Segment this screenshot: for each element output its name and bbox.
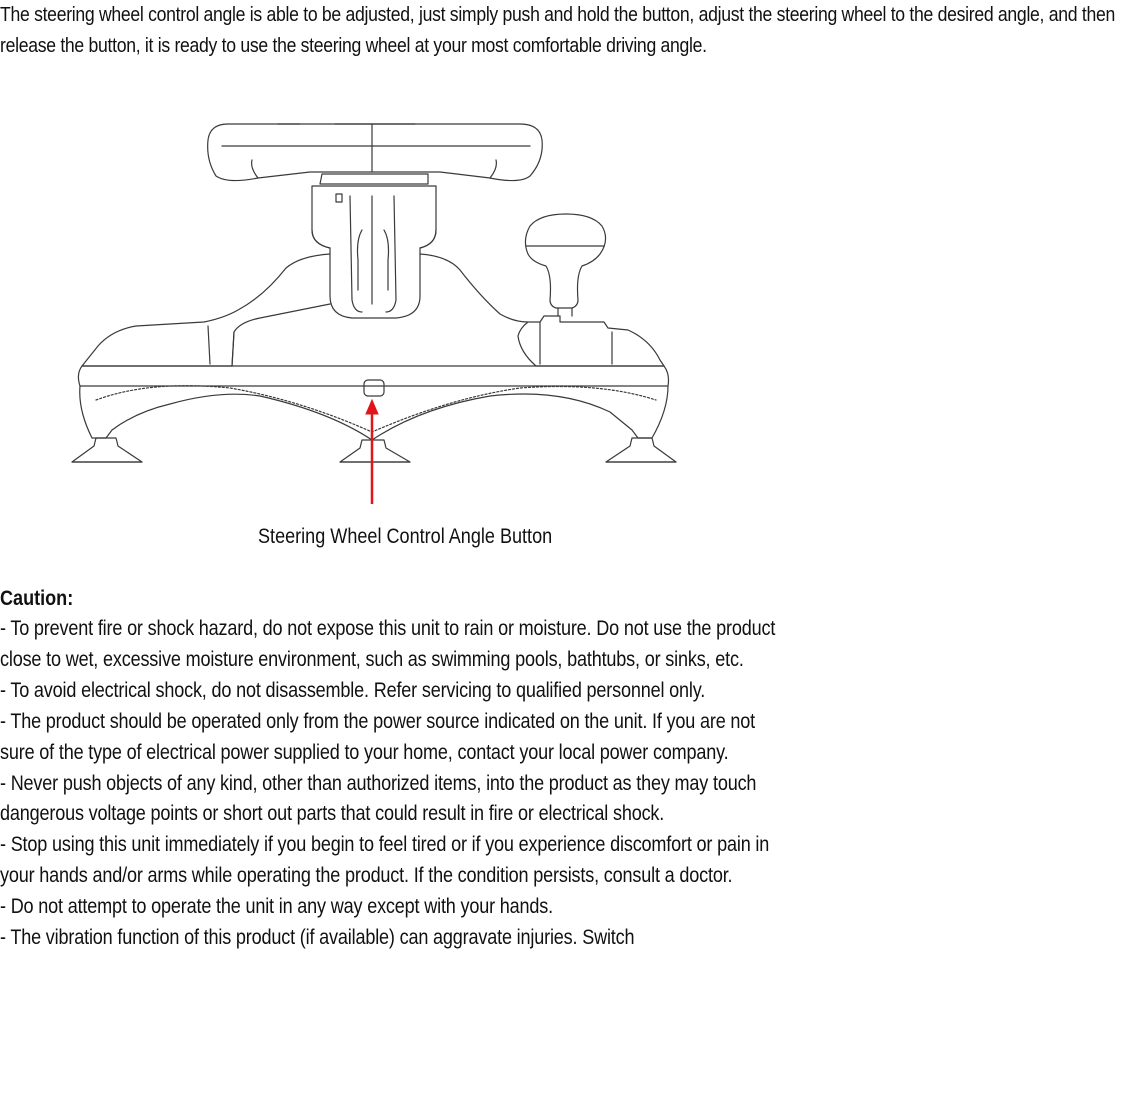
- foot-left: [72, 438, 142, 462]
- caution-item: - To avoid electrical shock, do not disassemble. Refer servicing to qualified personnel only.: [0, 678, 706, 702]
- caution-item: - The product should be operated only from the power source indicated on the unit. If you are not sure of the type of electrical power supplied to your home, contact your local power company.: [0, 709, 756, 764]
- intro-paragraph: The steering wheel control angle is able to be adjusted, just simply push and hold the button, adjust the steering wheel to the desired angle, and then release the button, it is ready to use the steering wheel at your most comfortable driving angle.: [0, 3, 1115, 57]
- caution-section: [0, 584, 778, 954]
- caution-item: - Stop using this unit immediately if you begin to feel tired or if you experience discomfort or pain in your hands and/or arms while operating the product. If the condition persists, consult a doctor.: [0, 833, 770, 888]
- wheel-rim: [208, 124, 543, 181]
- caution-item: - Do not attempt to operate the unit in any way except with your hands.: [0, 895, 553, 919]
- steering-wheel-diagram: [60, 100, 700, 510]
- base-right: [420, 254, 664, 366]
- foot-center: [340, 440, 410, 462]
- base-left: [82, 254, 330, 366]
- steering-column: [320, 174, 428, 184]
- caution-item: - Never push objects of any kind, other than authorized items, into the product as they may touch dangerous voltage points or short out parts that could result in fire or electrical shock.: [0, 771, 757, 826]
- caution-item: - The vibration function of this product (if available) can aggravate injuries. Switch: [0, 926, 635, 950]
- angle-button: [364, 380, 384, 396]
- arrow-indicator: [366, 400, 378, 504]
- figure-caption: Steering Wheel Control Angle Button: [258, 525, 553, 548]
- foot-right: [606, 438, 676, 462]
- caution-item: - To prevent fire or shock hazard, do not expose this unit to rain or moisture. Do not use the product close to wet, excessive moisture environment, such as swimming pools, bathtubs, or sinks, etc.: [0, 617, 776, 671]
- base-platform: [78, 366, 668, 386]
- gear-shifter: [525, 214, 605, 308]
- caution-heading: Caution:: [0, 587, 74, 610]
